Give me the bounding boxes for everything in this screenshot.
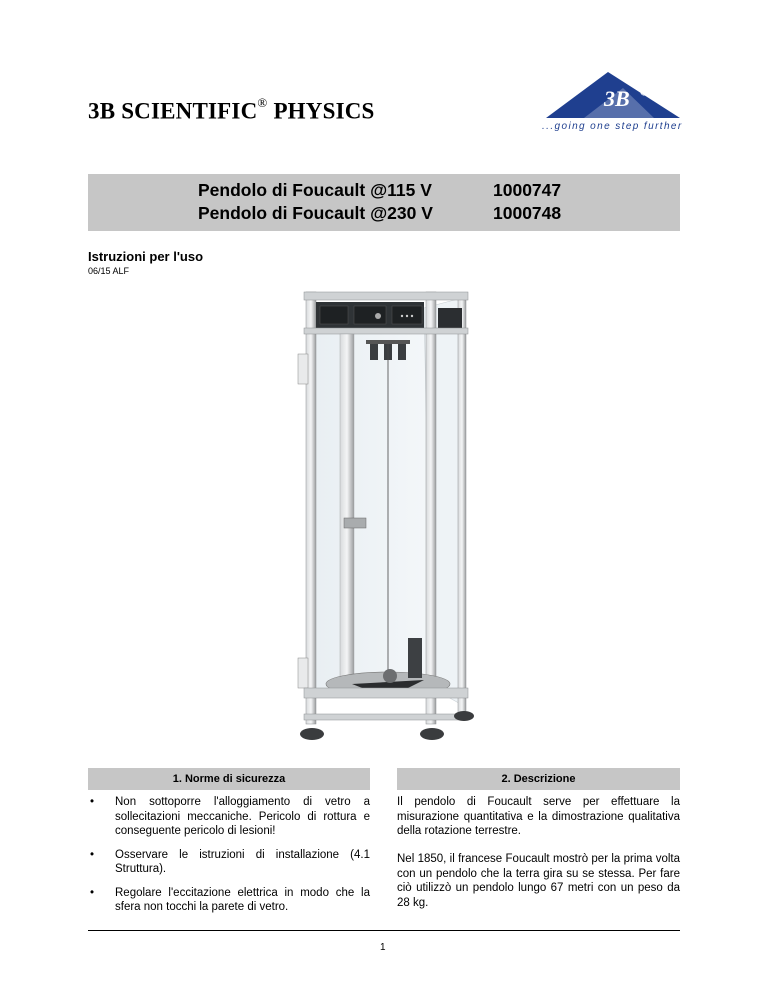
bullet-icon: • [90, 886, 95, 899]
list-item [90, 795, 370, 839]
section-heading-description: 2. Descrizione [397, 768, 680, 790]
safety-item-text: Regolare l'eccitazione elettrica in modo che la sfera non tocchi la parete di vetro. [115, 886, 370, 913]
title-line-2 [198, 203, 562, 224]
safety-item-text: Osservare le istruzioni di installazione (4.1 Struttura). [115, 848, 370, 875]
description-paragraph-1: Il pendolo di Foucault serve per effettuare la misurazione quantitativa e la dimostrazione qualitativa della rotazione terrestre. [397, 796, 680, 837]
brand-name: 3B SCIENTIFIC [88, 98, 258, 124]
foucault-pendulum-photo [292, 288, 476, 746]
list-item [90, 886, 370, 915]
title-line-1 [198, 180, 562, 201]
brand-wordmark [88, 95, 375, 125]
bullet-icon: • [90, 848, 95, 861]
footer-divider [88, 930, 680, 931]
product-name-230v: Pendolo di Foucault @230 V [198, 203, 433, 223]
logo-text: 3B [604, 86, 630, 111]
registered-mark: ® [257, 95, 268, 110]
safety-list [90, 795, 370, 924]
product-name-115v: Pendolo di Foucault @115 V [198, 180, 432, 200]
page-number: 1 [380, 942, 386, 953]
bullet-icon: • [90, 796, 95, 808]
product-code-230v: 1000748 [493, 203, 562, 223]
list-item [90, 848, 370, 877]
safety-item-text: Non sottoporre l'alloggiamento di vetro a sollecitazioni meccaniche. Pericolo di rottura e conseguente pericolo di lesioni! [115, 796, 370, 837]
document-subtitle: Istruzioni per l'uso [88, 249, 204, 264]
product-code-115v: 1000747 [493, 180, 562, 200]
description-paragraph-2: Nel 1850, il francese Foucault mostrò per la prima volta con un pendolo che la terra gira su se stessa. Per fare ciò utilizzò un pendolo lungo 67 metri con un peso da 28 kg. [397, 853, 680, 909]
brand-suffix: PHYSICS [273, 98, 375, 124]
logo-tagline: ...going one step further [542, 121, 683, 132]
section-heading-safety: 1. Norme di sicurezza [88, 768, 370, 790]
document-date: 06/15 ALF [88, 266, 130, 276]
